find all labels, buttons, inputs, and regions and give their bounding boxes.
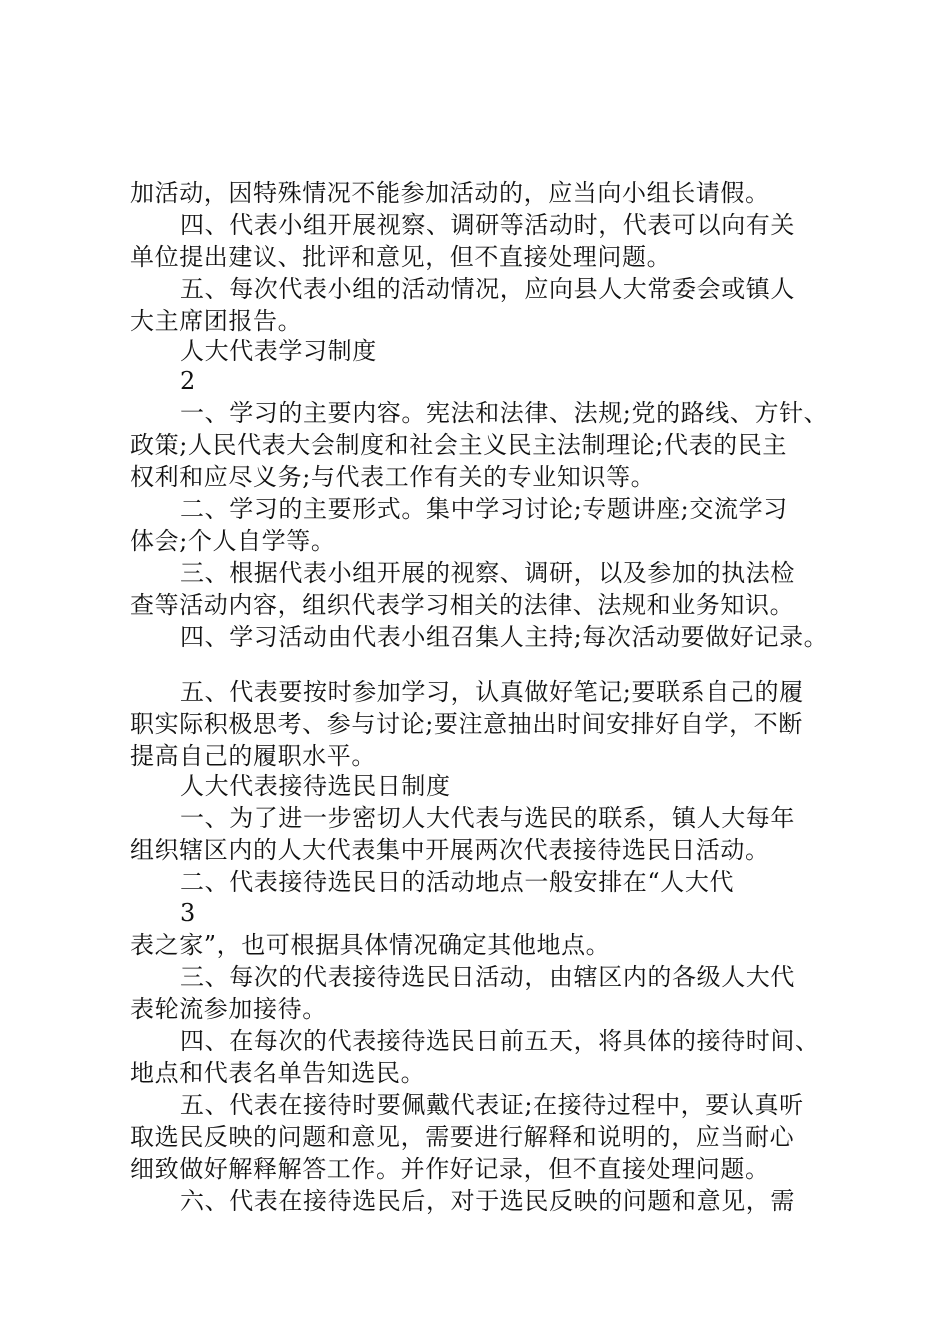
text-line: 单位提出建议、批评和意见，但不直接处理问题。: [130, 243, 672, 271]
text-line: 政策;人民代表大会制度和社会主义民主法制理论;代表的民主: [130, 431, 787, 459]
text-line: 表之家”，也可根据具体情况确定其他地点。: [130, 931, 611, 959]
text-line: 二、学习的主要形式。集中学习讨论;专题讲座;交流学习: [180, 495, 788, 523]
text-line: 六、代表在接待选民后，对于选民反映的问题和意见，需: [180, 1187, 795, 1215]
text-line: 四、代表小组开展视察、调研等活动时，代表可以向有关: [180, 211, 795, 239]
text-line: 查等活动内容，组织代表学习相关的法律、法规和业务知识。: [130, 591, 795, 619]
text-line: 五、代表要按时参加学习，认真做好笔记;要联系自己的履: [180, 678, 804, 706]
text-line: 地点和代表名单告知选民。: [130, 1059, 426, 1087]
text-line: 提高自己的履职水平。: [130, 742, 376, 770]
text-line: 权利和应尽义务;与代表工作有关的专业知识等。: [130, 463, 656, 491]
text-line: 细致做好解释解答工作。并作好记录，但不直接处理问题。: [130, 1155, 770, 1183]
text-line: 表轮流参加接待。: [130, 995, 327, 1023]
text-line: 职实际积极思考、参与讨论;要注意抽出时间安排好自学，不断: [130, 710, 803, 738]
text-line: 一、为了进一步密切人大代表与选民的联系，镇人大每年: [180, 804, 795, 832]
text-line: 加活动，因特殊情况不能参加活动的，应当向小组长请假。: [130, 179, 770, 207]
text-line: 一、学习的主要内容。宪法和法律、法规;党的路线、方针、: [180, 399, 829, 427]
page-number: 2: [180, 367, 196, 395]
text-line: 三、每次的代表接待选民日活动，由辖区内的各级人大代: [180, 963, 795, 991]
text-line: 组织辖区内的人大代表集中开展两次代表接待选民日活动。: [130, 836, 770, 864]
text-line: 体会;个人自学等。: [130, 527, 336, 555]
text-line: 三、根据代表小组开展的视察、调研，以及参加的执法检: [180, 559, 795, 587]
text-line: 四、在每次的代表接待选民日前五天，将具体的接待时间、: [180, 1027, 820, 1055]
text-line: 二、代表接待选民日的活动地点一般安排在“人大代: [180, 868, 735, 896]
text-line: 五、代表在接待时要佩戴代表证;在接待过程中，要认真听: [180, 1091, 804, 1119]
section-heading: 人大代表接待选民日制度: [180, 772, 451, 800]
text-line: 取选民反映的问题和意见，需要进行解释和说明的，应当耐心: [130, 1123, 795, 1151]
text-line: 四、学习活动由代表小组召集人主持;每次活动要做好记录。: [180, 623, 829, 651]
page-number: 3: [180, 899, 196, 927]
text-line: 五、每次代表小组的活动情况，应向县人大常委会或镇人: [180, 275, 795, 303]
section-heading: 人大代表学习制度: [180, 337, 377, 365]
text-line: 大主席团报告。: [130, 307, 303, 335]
